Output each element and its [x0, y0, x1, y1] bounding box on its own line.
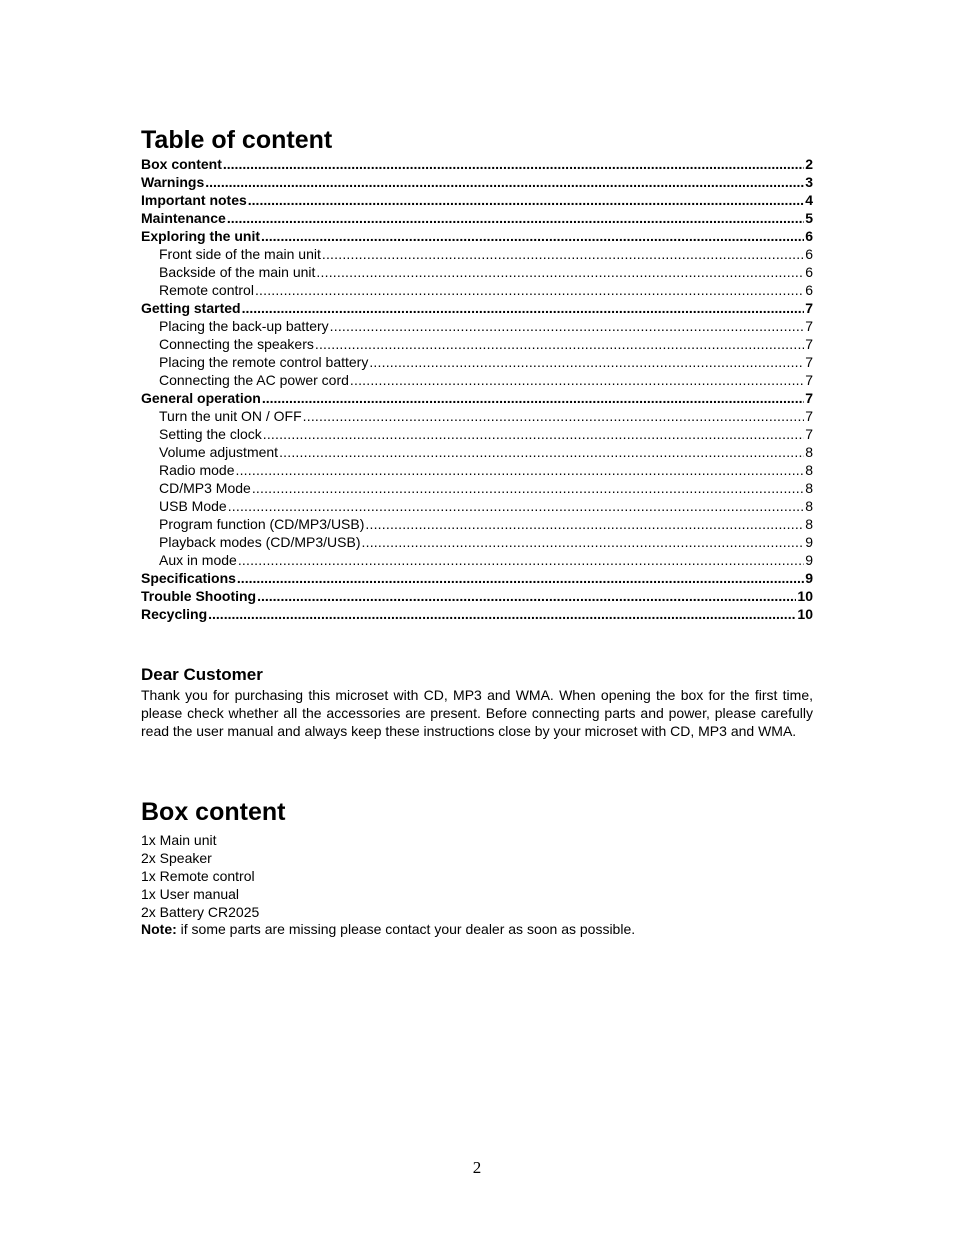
toc-entry-label: Backside of the main unit	[159, 264, 316, 280]
toc-leader-dots	[237, 569, 804, 587]
dear-customer-paragraph: Thank you for purchasing this microset with CD, MP3 and WMA. When opening the box for the first time, please check whether all the accessories are present. Before connecting parts and power, please carefully read the user manual and always keep these instructions close by your microset with CD, MP3 and WMA.	[141, 687, 813, 739]
toc-entry-label: Placing the back-up battery	[159, 318, 329, 334]
table-of-contents	[141, 155, 813, 623]
list-item: 2x Speaker	[141, 850, 212, 866]
toc-leader-dots	[236, 461, 805, 479]
toc-entry-page: 3	[805, 174, 813, 190]
toc-entry-label: General operation	[141, 390, 261, 406]
toc-entry-page: 7	[805, 336, 813, 352]
toc-entry-page: 7	[805, 372, 813, 388]
toc-entry-page: 9	[805, 570, 813, 586]
toc-leader-dots	[205, 173, 804, 191]
toc-entry-label: Exploring the unit	[141, 228, 260, 244]
toc-leader-dots	[238, 551, 804, 569]
toc-entry-label: Playback modes (CD/MP3/USB)	[159, 534, 361, 550]
toc-entry-page: 6	[805, 228, 813, 244]
note-label: Note:	[141, 921, 177, 937]
toc-entry[interactable]	[141, 245, 813, 263]
toc-leader-dots	[362, 533, 805, 551]
toc-entry[interactable]	[141, 389, 813, 407]
toc-leader-dots	[316, 263, 804, 281]
toc-leader-dots	[262, 389, 804, 407]
toc-leader-dots	[369, 353, 804, 371]
toc-entry-page: 5	[805, 210, 813, 226]
note-text: if some parts are missing please contact your dealer as soon as possible.	[176, 921, 636, 937]
toc-leader-dots	[365, 515, 804, 533]
toc-entry-page: 10	[797, 606, 813, 622]
toc-entry[interactable]	[141, 173, 813, 191]
toc-entry-label: CD/MP3 Mode	[159, 480, 251, 496]
toc-entry[interactable]	[141, 533, 813, 551]
toc-entry-label: Placing the remote control battery	[159, 354, 369, 370]
list-item: 1x Remote control	[141, 868, 255, 884]
toc-entry-page: 8	[805, 516, 813, 532]
toc-entry-label: Important notes	[141, 192, 247, 208]
toc-leader-dots	[255, 281, 804, 299]
toc-entry-page: 9	[805, 552, 813, 568]
toc-entry[interactable]	[141, 569, 813, 587]
toc-entry-page: 7	[805, 426, 813, 442]
toc-entry-label: Connecting the AC power cord	[159, 372, 349, 388]
toc-entry[interactable]	[141, 317, 813, 335]
toc-entry-label: Warnings	[141, 174, 205, 190]
toc-entry-page: 7	[805, 300, 813, 316]
toc-leader-dots	[350, 371, 804, 389]
toc-entry[interactable]	[141, 227, 813, 245]
toc-leader-dots	[330, 317, 805, 335]
toc-entry-page: 8	[805, 480, 813, 496]
toc-entry-page: 8	[805, 498, 813, 514]
toc-entry[interactable]	[141, 551, 813, 569]
toc-leader-dots	[228, 497, 805, 515]
toc-entry[interactable]	[141, 587, 813, 605]
toc-entry[interactable]	[141, 497, 813, 515]
toc-entry-label: Specifications	[141, 570, 236, 586]
toc-entry-page: 2	[805, 156, 813, 172]
toc-entry-label: Front side of the main unit	[159, 246, 321, 262]
toc-entry[interactable]	[141, 605, 813, 623]
toc-entry-page: 4	[805, 192, 813, 208]
toc-leader-dots	[279, 443, 804, 461]
toc-entry-label: Program function (CD/MP3/USB)	[159, 516, 365, 532]
toc-entry-page: 7	[805, 408, 813, 424]
toc-entry-label: Remote control	[159, 282, 254, 298]
toc-entry-label: Box content	[141, 156, 222, 172]
toc-entry-label: Maintenance	[141, 210, 226, 226]
toc-entry-page: 8	[805, 462, 813, 478]
toc-leader-dots	[257, 587, 796, 605]
toc-entry-page: 7	[805, 390, 813, 406]
toc-leader-dots	[315, 335, 804, 353]
list-item: 2x Battery CR2025	[141, 904, 260, 920]
toc-leader-dots	[303, 407, 805, 425]
toc-entry-label: USB Mode	[159, 498, 227, 514]
box-content-heading: Box content	[141, 798, 286, 826]
toc-title: Table of content	[141, 126, 333, 154]
toc-entry-label: Turn the unit ON / OFF	[159, 408, 302, 424]
toc-entry-page: 8	[805, 444, 813, 460]
toc-leader-dots	[223, 155, 804, 173]
toc-entry-page: 9	[805, 534, 813, 550]
toc-entry[interactable]	[141, 155, 813, 173]
list-item: 1x Main unit	[141, 832, 217, 848]
toc-entry-label: Volume adjustment	[159, 444, 279, 460]
list-item: 1x User manual	[141, 886, 240, 902]
toc-leader-dots	[227, 209, 804, 227]
toc-entry[interactable]	[141, 515, 813, 533]
toc-entry[interactable]	[141, 371, 813, 389]
toc-entry-label: Recycling	[141, 606, 208, 622]
toc-entry-page: 6	[805, 264, 813, 280]
toc-entry-label: Trouble Shooting	[141, 588, 257, 604]
toc-leader-dots	[322, 245, 804, 263]
toc-leader-dots	[252, 479, 804, 497]
toc-leader-dots	[248, 191, 804, 209]
toc-leader-dots	[208, 605, 796, 623]
toc-entry[interactable]	[141, 335, 813, 353]
toc-entry-label: Getting started	[141, 300, 241, 316]
toc-entry[interactable]	[141, 425, 813, 443]
toc-entry-page: 6	[805, 246, 813, 262]
toc-entry-label: Radio mode	[159, 462, 235, 478]
toc-entry[interactable]	[141, 299, 813, 317]
toc-entry[interactable]	[141, 263, 813, 281]
toc-entry-label: Aux in mode	[159, 552, 237, 568]
toc-entry[interactable]	[141, 407, 813, 425]
toc-entry-page: 10	[797, 588, 813, 604]
page-number: 2	[472, 1158, 482, 1177]
toc-entry-page: 7	[805, 318, 813, 334]
toc-entry[interactable]	[141, 479, 813, 497]
dear-customer-heading: Dear Customer	[141, 665, 263, 684]
toc-entry-label: Connecting the speakers	[159, 336, 314, 352]
toc-leader-dots	[261, 227, 804, 245]
toc-entry-page: 7	[805, 354, 813, 370]
toc-entry-label: Setting the clock	[159, 426, 262, 442]
toc-leader-dots	[242, 299, 805, 317]
box-content-list	[141, 831, 259, 921]
toc-entry[interactable]	[141, 191, 813, 209]
toc-entry[interactable]	[141, 209, 813, 227]
toc-entry[interactable]	[141, 443, 813, 461]
toc-leader-dots	[263, 425, 804, 443]
toc-entry[interactable]	[141, 281, 813, 299]
toc-entry-page: 6	[805, 282, 813, 298]
toc-entry[interactable]	[141, 461, 813, 479]
box-content-note	[141, 920, 635, 938]
toc-entry[interactable]	[141, 353, 813, 371]
